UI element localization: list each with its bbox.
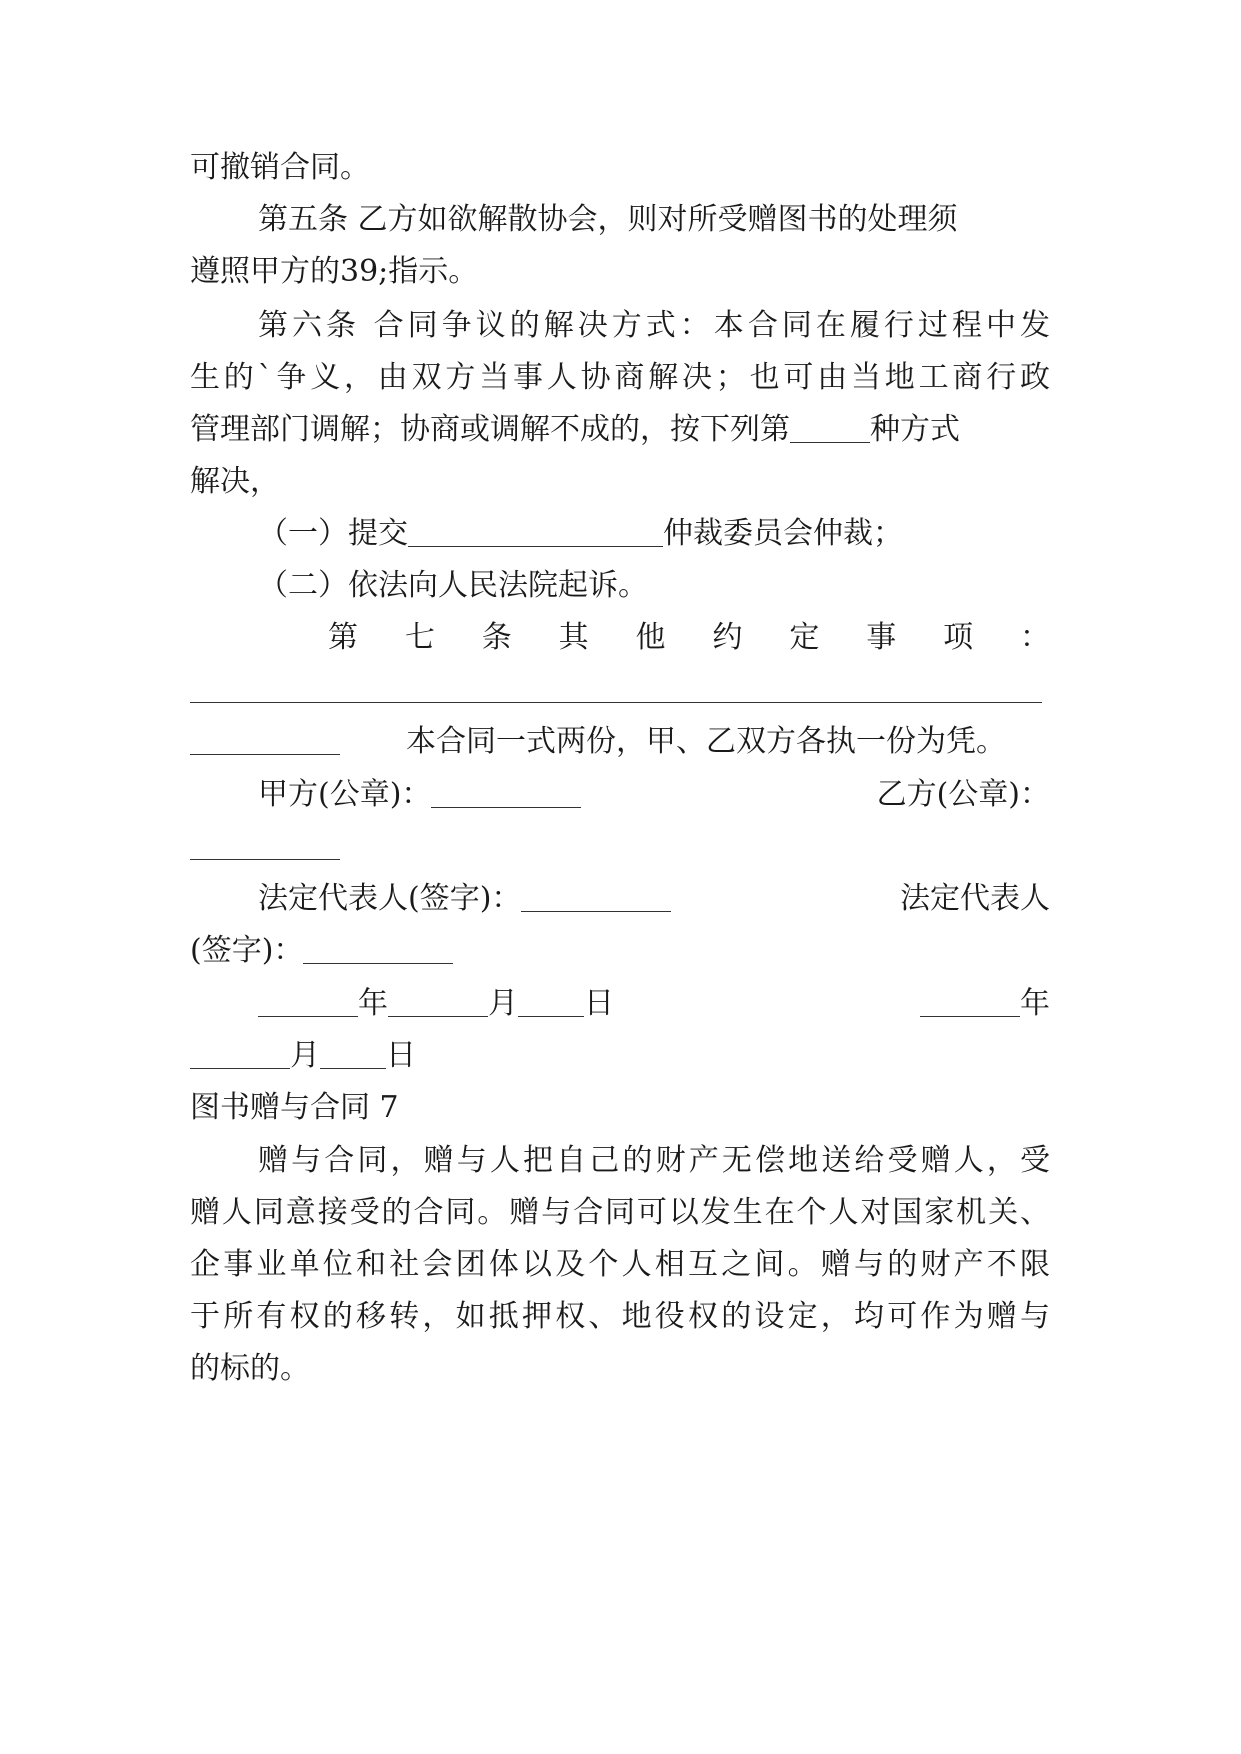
party-b-year-blank[interactable] xyxy=(920,986,1020,1017)
article-6-text-a: 管理部门调解；协商或调解不成的，按下列第 xyxy=(190,412,790,447)
copies-line xyxy=(190,722,1050,762)
article-6-line-4: 解决， xyxy=(190,464,280,499)
party-a-seal-label: 甲方(公章)： xyxy=(258,777,432,812)
blank-field[interactable] xyxy=(790,412,870,443)
party-b-month-blank[interactable] xyxy=(190,1038,290,1069)
article-5-line-1: 第五条 乙方如欲解散协会，则对所受赠图书的处理须 xyxy=(258,202,958,237)
paragraph-line-2: 赠人同意接受的合同。赠与合同可以发生在个人对国家机关、 xyxy=(190,1195,1050,1230)
party-b-rep-blank[interactable] xyxy=(303,933,453,964)
article-6-line-3 xyxy=(190,410,1050,450)
month-label: 月 xyxy=(290,1038,320,1073)
party-b-rep-sign-label: (签字)： xyxy=(190,933,304,968)
copies-text: 本合同一式两份，甲、乙双方各执一份为凭。 xyxy=(406,724,1006,759)
paragraph-line-1: 赠与合同，赠与人把自己的财产无偿地送给受赠人，受 xyxy=(258,1143,1050,1178)
option-1-line xyxy=(258,514,1118,554)
article-6-text-b: 种方式 xyxy=(870,412,960,447)
article-7-line: 第 七 条 其 他 约 定 事 项 ： xyxy=(328,620,1050,655)
year-label: 年 xyxy=(358,986,388,1021)
arbitration-blank[interactable] xyxy=(408,516,663,547)
option-1-text-b: 仲裁委员会仲裁； xyxy=(663,516,903,551)
option-1-text-a: （一）提交 xyxy=(258,516,408,551)
paragraph-line-5: 的标的。 xyxy=(190,1351,310,1386)
section-title: 图书赠与合同 7 xyxy=(190,1090,399,1125)
paragraph-line-3: 企事业单位和社会团体以及个人相互之间。赠与的财产不限 xyxy=(190,1247,1050,1282)
party-b-rep-label: 法定代表人 xyxy=(900,881,1050,916)
party-b-day-blank[interactable] xyxy=(320,1038,386,1069)
party-b-seal-blank-line xyxy=(190,827,1050,867)
article-7-blank-line xyxy=(190,670,1050,710)
day-label: 日 xyxy=(584,986,614,1021)
party-a-rep-label: 法定代表人(签字)： xyxy=(258,881,522,916)
article-6-line-2: 生的`争义，由双方当事人协商解决；也可由当地工商行政 xyxy=(190,360,1050,395)
party-b-seal-blank[interactable] xyxy=(190,829,340,860)
text-line: 可撤销合同。 xyxy=(190,150,370,185)
party-b-date-line xyxy=(190,1036,1050,1076)
year-label: 年 xyxy=(1020,986,1050,1021)
month-label: 月 xyxy=(488,986,518,1021)
paragraph-line-4: 于所有权的移转，如抵押权、地役权的设定，均可作为赠与 xyxy=(190,1299,1050,1334)
option-2-line: （二）依法向人民法院起诉。 xyxy=(258,568,648,603)
day-label: 日 xyxy=(386,1038,416,1073)
other-terms-blank-end[interactable] xyxy=(190,724,340,755)
party-b-seal-label: 乙方(公章)： xyxy=(876,777,1050,812)
party-b-rep-line xyxy=(190,931,1050,971)
article-6-line-1: 第六条 合同争议的解决方式：本合同在履行过程中发 xyxy=(258,308,1050,343)
article-5-line-2: 遵照甲方的39;指示。 xyxy=(190,254,479,289)
party-b-year-line xyxy=(190,984,1050,1024)
other-terms-blank[interactable] xyxy=(190,672,1042,703)
